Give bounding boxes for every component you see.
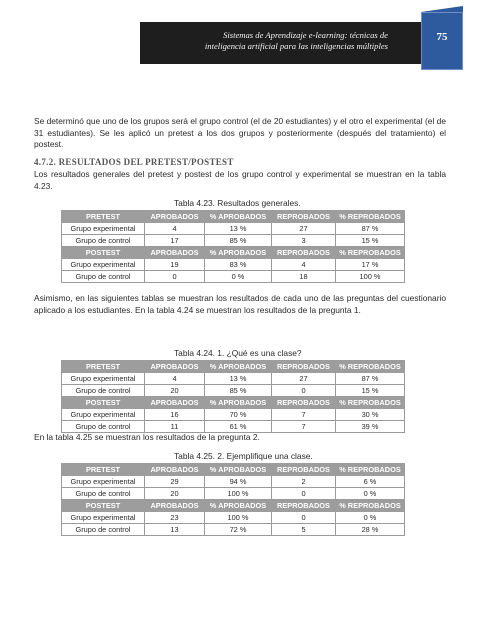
table-cell: 18 <box>272 271 336 283</box>
table-row <box>62 259 405 271</box>
table-cell: 17 <box>145 235 205 247</box>
paragraph-2: Asimismo, en las siguientes tablas se muestran los resultados de cada uno de las preguntas del cuestionario aplicado a los estudiantes. En la tabla 4.24 se muestran los resultados de la pregunta 1. <box>34 293 446 315</box>
table-header-row <box>62 361 405 373</box>
table-header-row <box>62 397 405 409</box>
table-cell: 5 <box>272 524 336 536</box>
table-cell: 61 % <box>205 421 272 433</box>
table-caption: Tabla 4.24. 1. ¿Qué es una clase? <box>174 348 302 358</box>
table-cell: 85 % <box>205 235 272 247</box>
section-title: 4.7.2. RESULTADOS DEL PRETEST/POSTEST <box>34 157 234 167</box>
table-cell: 100 % <box>336 271 405 283</box>
table-row <box>62 409 405 421</box>
table-caption: Tabla 4.25. 2. Ejemplifique una clase. <box>174 451 313 461</box>
table-header-cell: % APROBADOS <box>205 464 272 476</box>
table-cell: 29 <box>145 476 205 488</box>
table-cell: Grupo experimental <box>62 409 145 421</box>
table-row <box>62 476 405 488</box>
table-header-cell: REPROBADOS <box>272 464 336 476</box>
table-cell: 11 <box>145 421 205 433</box>
table-cell: Grupo de control <box>62 524 145 536</box>
table-header-cell: REPROBADOS <box>272 361 336 373</box>
table-cell: 17 % <box>336 259 405 271</box>
running-header-line2: inteligencia artificial para las inteligencias múltiples <box>204 41 388 51</box>
results-table <box>61 463 405 536</box>
table-cell: 39 % <box>336 421 405 433</box>
table-cell: 94 % <box>205 476 272 488</box>
table-cell: 87 % <box>336 223 405 235</box>
table-cell: Grupo de control <box>62 421 145 433</box>
table-header-cell: APROBADOS <box>145 211 205 223</box>
table-cell: 85 % <box>205 385 272 397</box>
table-header-row <box>62 464 405 476</box>
table-row <box>62 385 405 397</box>
table-header-cell: % APROBADOS <box>205 247 272 259</box>
table-header-cell: REPROBADOS <box>272 500 336 512</box>
table-cell: 100 % <box>205 488 272 500</box>
table-cell: 27 <box>272 223 336 235</box>
table-header-cell: PRETEST <box>62 464 145 476</box>
running-header <box>150 30 388 52</box>
table-header-cell: % APROBADOS <box>205 500 272 512</box>
table-row <box>62 373 405 385</box>
table-cell: 23 <box>145 512 205 524</box>
table-cell: 16 <box>145 409 205 421</box>
table-cell: 4 <box>145 373 205 385</box>
table-cell: 7 <box>272 409 336 421</box>
page-number: 75 <box>436 31 448 43</box>
paragraph-3: En la tabla 4.25 se muestran los resultados de la pregunta 2. <box>34 432 260 442</box>
table-header-cell: APROBADOS <box>145 464 205 476</box>
intro-paragraph: Se determinó que uno de los grupos será el grupo control (el de 20 estudiantes) y el otro el experimental (el de 31 estudiantes). Se les aplicó un pretest a los dos grupos y posteriormente (después del tratamiento) el postest. <box>34 116 446 150</box>
results-table <box>61 360 405 433</box>
table-header-cell: % APROBADOS <box>205 361 272 373</box>
table-cell: 100 % <box>205 512 272 524</box>
table-header-cell: REPROBADOS <box>272 247 336 259</box>
table-cell: 0 <box>272 512 336 524</box>
table-cell: 3 <box>272 235 336 247</box>
table-row <box>62 488 405 500</box>
table-cell: 15 % <box>336 385 405 397</box>
section-paragraph: Los resultados generales del pretest y postest de los grupo control y experimental se muestran en la tabla 4.23. <box>34 169 446 191</box>
table-cell: 0 <box>272 385 336 397</box>
table-header-cell: POSTEST <box>62 500 145 512</box>
table-cell: 19 <box>145 259 205 271</box>
results-table <box>61 210 405 283</box>
table-header-row <box>62 247 405 259</box>
table-header-cell: APROBADOS <box>145 500 205 512</box>
table-row <box>62 271 405 283</box>
table-cell: 0 % <box>205 271 272 283</box>
table-header-cell: % REPROBADOS <box>336 500 405 512</box>
table-cell: 27 <box>272 373 336 385</box>
table-cell: 13 <box>145 524 205 536</box>
table-cell: 13 % <box>205 373 272 385</box>
table-cell: Grupo experimental <box>62 373 145 385</box>
table-cell: 20 <box>145 385 205 397</box>
table-cell: Grupo de control <box>62 385 145 397</box>
table-header-cell: % APROBADOS <box>205 211 272 223</box>
table-row <box>62 524 405 536</box>
table-cell: 7 <box>272 421 336 433</box>
table-header-cell: % REPROBADOS <box>336 211 405 223</box>
table-cell: Grupo experimental <box>62 223 145 235</box>
table-cell: 0 <box>145 271 205 283</box>
table-cell: Grupo de control <box>62 488 145 500</box>
table-cell: 0 % <box>336 512 405 524</box>
table-cell: 2 <box>272 476 336 488</box>
table-cell: 4 <box>145 223 205 235</box>
table-cell: Grupo experimental <box>62 259 145 271</box>
table-row <box>62 421 405 433</box>
table-header-cell: % REPROBADOS <box>336 397 405 409</box>
table-header-cell: APROBADOS <box>145 397 205 409</box>
table-cell: Grupo de control <box>62 235 145 247</box>
table-header-cell: REPROBADOS <box>272 397 336 409</box>
table-cell: 20 <box>145 488 205 500</box>
table-cell: 83 % <box>205 259 272 271</box>
table-cell: 72 % <box>205 524 272 536</box>
table-caption: Tabla 4.23. Resultados generales. <box>174 198 301 208</box>
table-row <box>62 512 405 524</box>
table-header-row <box>62 500 405 512</box>
table-cell: 87 % <box>336 373 405 385</box>
table-header-cell: REPROBADOS <box>272 211 336 223</box>
table-cell: 70 % <box>205 409 272 421</box>
table-header-cell: APROBADOS <box>145 247 205 259</box>
table-header-cell: POSTEST <box>62 397 145 409</box>
table-header-cell: % REPROBADOS <box>336 361 405 373</box>
table-cell: Grupo experimental <box>62 512 145 524</box>
table-cell: 0 % <box>336 488 405 500</box>
table-cell: Grupo de control <box>62 271 145 283</box>
table-row <box>62 235 405 247</box>
table-cell: 30 % <box>336 409 405 421</box>
table-cell: 6 % <box>336 476 405 488</box>
table-header-cell: % REPROBADOS <box>336 247 405 259</box>
table-cell: Grupo experimental <box>62 476 145 488</box>
table-cell: 0 <box>272 488 336 500</box>
running-header-line1: Sistemas de Aprendizaje e-learning: técnicas de <box>223 30 388 40</box>
table-cell: 15 % <box>336 235 405 247</box>
page-number-tab <box>421 12 463 70</box>
table-header-cell: % REPROBADOS <box>336 464 405 476</box>
table-header-cell: PRETEST <box>62 361 145 373</box>
table-header-cell: % APROBADOS <box>205 397 272 409</box>
table-row <box>62 223 405 235</box>
table-header-cell: POSTEST <box>62 247 145 259</box>
table-header-row <box>62 211 405 223</box>
table-cell: 4 <box>272 259 336 271</box>
table-cell: 13 % <box>205 223 272 235</box>
table-cell: 28 % <box>336 524 405 536</box>
table-header-cell: APROBADOS <box>145 361 205 373</box>
table-header-cell: PRETEST <box>62 211 145 223</box>
